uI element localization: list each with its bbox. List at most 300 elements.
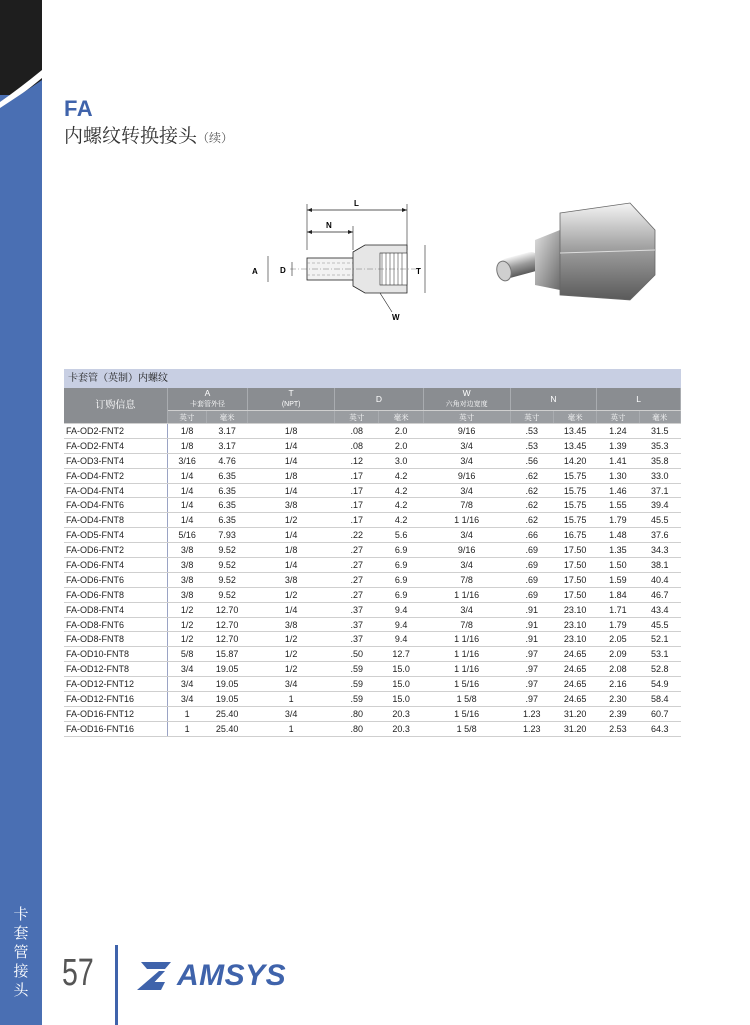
table-cell: 15.75 (553, 513, 596, 528)
unit-mm: 毫米 (379, 411, 423, 424)
sidebar-char: 头 (13, 981, 29, 999)
col-W-label: W (462, 388, 471, 398)
table-cell: 24.65 (553, 662, 596, 677)
order-code-cell: FA-OD4-FNT2 (64, 468, 167, 483)
table-cell: 35.3 (639, 438, 680, 453)
table-cell: 3/8 (167, 543, 206, 558)
table-cell: 19.05 (206, 677, 247, 692)
table-cell: 33.0 (639, 468, 680, 483)
table-cell: 4.2 (379, 468, 423, 483)
table-row (64, 662, 681, 677)
table-cell: 9.52 (206, 572, 247, 587)
unit-mm: 毫米 (639, 411, 680, 424)
table-cell: 7/8 (423, 572, 510, 587)
table-cell: .91 (510, 617, 553, 632)
table-cell: 6.35 (206, 468, 247, 483)
table-cell: 1/8 (248, 543, 335, 558)
table-cell: 1/4 (248, 483, 335, 498)
table-cell: 3/16 (167, 453, 206, 468)
table-cell: 1/4 (248, 528, 335, 543)
table-cell: 7/8 (423, 617, 510, 632)
col-header-order: 订购信息 (64, 388, 167, 424)
table-cell: .69 (510, 543, 553, 558)
table-cell: 6.35 (206, 483, 247, 498)
table-cell: 1 1/16 (423, 647, 510, 662)
table-cell: 15.0 (379, 692, 423, 707)
table-cell: 3/4 (248, 677, 335, 692)
table-cell: 2.30 (597, 692, 639, 707)
order-code-cell: FA-OD4-FNT6 (64, 498, 167, 513)
table-cell: 3/4 (423, 602, 510, 617)
table-cell: 25.40 (206, 706, 247, 721)
table-cell: 17.50 (553, 587, 596, 602)
table-cell: 12.70 (206, 602, 247, 617)
product-code: FA (64, 96, 94, 121)
table-cell: 1.55 (597, 498, 639, 513)
sidebar-char: 接 (13, 962, 29, 980)
table-cell: 3/4 (423, 453, 510, 468)
table-cell: 1/8 (248, 468, 335, 483)
table-cell: 25.40 (206, 721, 247, 736)
table-row (64, 453, 681, 468)
table-cell: 45.5 (639, 617, 680, 632)
table-cell: 6.35 (206, 513, 247, 528)
sidebar-band (0, 0, 42, 1025)
table-cell: .80 (335, 721, 379, 736)
table-cell: 34.3 (639, 543, 680, 558)
table-cell: .17 (335, 498, 379, 513)
table-cell: 37.6 (639, 528, 680, 543)
table-row (64, 721, 681, 736)
dim-label-D: D (280, 266, 286, 275)
table-cell: .37 (335, 617, 379, 632)
table-cell: .59 (335, 677, 379, 692)
table-cell: 2.08 (597, 662, 639, 677)
table-cell: 1/2 (167, 632, 206, 647)
table-cell: 1.41 (597, 453, 639, 468)
unit-inch: 英寸 (335, 411, 379, 424)
table-cell: 1 (248, 692, 335, 707)
table-cell: 31.20 (553, 721, 596, 736)
table-cell: 9.4 (379, 602, 423, 617)
table-row (64, 498, 681, 513)
table-cell: 20.3 (379, 721, 423, 736)
dim-label-L: L (354, 199, 359, 208)
table-cell: 1/4 (248, 453, 335, 468)
table-section-title: 卡套管（英制）内螺纹 (64, 369, 681, 388)
table-cell: 12.7 (379, 647, 423, 662)
order-code-cell: FA-OD4-FNT4 (64, 483, 167, 498)
table-cell: 3/4 (423, 558, 510, 573)
table-cell: 1.79 (597, 513, 639, 528)
table-cell: .37 (335, 632, 379, 647)
table-cell: 2.05 (597, 632, 639, 647)
table-cell: 45.5 (639, 513, 680, 528)
table-cell: 3/4 (423, 483, 510, 498)
col-A-sub: 卡套管外径 (190, 401, 226, 408)
table-cell: 1/8 (167, 438, 206, 453)
col-header-N: N (510, 388, 597, 411)
table-cell: 4.2 (379, 483, 423, 498)
table-cell: .62 (510, 498, 553, 513)
table-cell: 1.46 (597, 483, 639, 498)
table-cell: 9.52 (206, 543, 247, 558)
table-cell: 1 (167, 721, 206, 736)
dim-label-A: A (252, 267, 258, 276)
table-cell: .69 (510, 558, 553, 573)
table-cell: 1/2 (167, 602, 206, 617)
table-cell: 1/2 (248, 647, 335, 662)
table-cell: .08 (335, 438, 379, 453)
table-cell: 14.20 (553, 453, 596, 468)
table-cell: 2.09 (597, 647, 639, 662)
table-cell: 37.1 (639, 483, 680, 498)
order-code-cell: FA-OD12-FNT16 (64, 692, 167, 707)
table-cell: 1/2 (248, 632, 335, 647)
table-cell: 1.23 (510, 721, 553, 736)
table-cell: 3/8 (248, 617, 335, 632)
table-row (64, 587, 681, 602)
sidebar-swoosh (0, 70, 42, 110)
table-cell: 7.93 (206, 528, 247, 543)
table-cell: 6.9 (379, 572, 423, 587)
table-cell: 15.0 (379, 662, 423, 677)
table-cell: 1.23 (510, 706, 553, 721)
order-code-cell: FA-OD4-FNT8 (64, 513, 167, 528)
table-cell: .62 (510, 468, 553, 483)
table-cell: 12.70 (206, 617, 247, 632)
table-cell: 1/4 (167, 483, 206, 498)
table-row (64, 513, 681, 528)
col-header-A (167, 388, 248, 411)
table-cell: 2.53 (597, 721, 639, 736)
table-cell: 7/8 (423, 498, 510, 513)
table-cell: 1 5/8 (423, 692, 510, 707)
table-cell: 13.45 (553, 438, 596, 453)
table-cell: .59 (335, 692, 379, 707)
table-cell: 1/2 (248, 587, 335, 602)
table-cell: 17.50 (553, 543, 596, 558)
table-row (64, 706, 681, 721)
table-cell: .91 (510, 602, 553, 617)
table-cell: 1 5/16 (423, 706, 510, 721)
table-cell: 3/8 (167, 558, 206, 573)
table-cell: 1.79 (597, 617, 639, 632)
table-cell: 1/4 (167, 498, 206, 513)
dim-label-N: N (326, 221, 332, 230)
table-cell: 6.9 (379, 543, 423, 558)
table-cell: 23.10 (553, 632, 596, 647)
table-cell: 1/4 (167, 468, 206, 483)
page-number: 57 (62, 952, 94, 994)
spec-table (64, 388, 681, 737)
table-cell: .17 (335, 483, 379, 498)
order-code-cell: FA-OD16-FNT12 (64, 706, 167, 721)
table-cell: 4.76 (206, 453, 247, 468)
table-cell: 2.39 (597, 706, 639, 721)
unit-blank (248, 411, 335, 424)
table-cell: 17.50 (553, 572, 596, 587)
unit-inch: 英寸 (423, 411, 510, 424)
technical-drawing (240, 190, 440, 330)
table-cell: 1/8 (167, 424, 206, 439)
table-cell: .17 (335, 468, 379, 483)
table-cell: 3/8 (167, 587, 206, 602)
order-code-cell: FA-OD16-FNT16 (64, 721, 167, 736)
unit-inch: 英寸 (597, 411, 639, 424)
table-cell: 1/2 (248, 513, 335, 528)
table-cell: .97 (510, 692, 553, 707)
order-code-cell: FA-OD10-FNT8 (64, 647, 167, 662)
table-row (64, 632, 681, 647)
col-header-T (248, 388, 335, 411)
table-row (64, 438, 681, 453)
table-cell: 1.24 (597, 424, 639, 439)
table-row (64, 424, 681, 439)
footer-divider (115, 945, 118, 1025)
table-cell: 6.9 (379, 587, 423, 602)
table-cell: 52.1 (639, 632, 680, 647)
table-cell: 3/4 (167, 662, 206, 677)
table-cell: .66 (510, 528, 553, 543)
table-cell: .80 (335, 706, 379, 721)
table-cell: .97 (510, 662, 553, 677)
table-cell: 1 1/16 (423, 587, 510, 602)
unit-mm: 毫米 (553, 411, 596, 424)
table-cell: 6.35 (206, 498, 247, 513)
order-code-cell: FA-OD12-FNT12 (64, 677, 167, 692)
table-cell: .91 (510, 632, 553, 647)
col-header-L: L (597, 388, 681, 411)
table-cell: 31.5 (639, 424, 680, 439)
table-cell: 2.16 (597, 677, 639, 692)
dim-label-W: W (392, 313, 400, 322)
table-cell: 4.2 (379, 513, 423, 528)
table-cell: 15.75 (553, 483, 596, 498)
table-cell: .56 (510, 453, 553, 468)
unit-inch: 英寸 (510, 411, 553, 424)
unit-mm: 毫米 (206, 411, 247, 424)
table-cell: 23.10 (553, 602, 596, 617)
sidebar-char: 卡 (13, 905, 29, 923)
table-cell: 9.4 (379, 617, 423, 632)
table-cell: 15.75 (553, 498, 596, 513)
table-cell: .37 (335, 602, 379, 617)
table-cell: .62 (510, 513, 553, 528)
table-cell: 15.87 (206, 647, 247, 662)
table-row (64, 483, 681, 498)
brand-logo-mark (135, 960, 173, 992)
title-suffix: （续） (197, 131, 234, 145)
table-cell: 38.1 (639, 558, 680, 573)
table-cell: 23.10 (553, 617, 596, 632)
table-cell: 1/4 (167, 513, 206, 528)
table-cell: 15.75 (553, 468, 596, 483)
table-cell: 9.4 (379, 632, 423, 647)
table-cell: .27 (335, 543, 379, 558)
brand-logo (135, 958, 286, 994)
table-cell: 1 1/16 (423, 513, 510, 528)
dim-label-T: T (416, 267, 421, 276)
table-cell: 19.05 (206, 692, 247, 707)
col-header-W (423, 388, 510, 411)
order-code-cell: FA-OD8-FNT6 (64, 617, 167, 632)
table-cell: 1/4 (248, 558, 335, 573)
table-cell: 9/16 (423, 543, 510, 558)
table-cell: 3/4 (167, 677, 206, 692)
table-cell: 3/8 (167, 572, 206, 587)
table-cell: 3.0 (379, 453, 423, 468)
table-cell: .97 (510, 647, 553, 662)
table-row (64, 572, 681, 587)
table-cell: 1/2 (167, 617, 206, 632)
table-cell: 1.35 (597, 543, 639, 558)
order-code-cell: FA-OD3-FNT4 (64, 453, 167, 468)
table-cell: 17.50 (553, 558, 596, 573)
spec-table-container (64, 369, 681, 737)
order-code-cell: FA-OD2-FNT4 (64, 438, 167, 453)
table-cell: 3.17 (206, 424, 247, 439)
sidebar-char: 套 (13, 924, 29, 942)
table-row (64, 528, 681, 543)
table-cell: 1.30 (597, 468, 639, 483)
table-cell: 1.50 (597, 558, 639, 573)
table-cell: 60.7 (639, 706, 680, 721)
sidebar-vertical-text (0, 905, 42, 1000)
table-cell: 2.0 (379, 424, 423, 439)
table-cell: 12.70 (206, 632, 247, 647)
table-cell: 1 1/16 (423, 632, 510, 647)
table-cell: .62 (510, 483, 553, 498)
table-cell: 15.0 (379, 677, 423, 692)
table-cell: 9.52 (206, 587, 247, 602)
col-A-label: A (204, 388, 211, 398)
spec-table-body (64, 424, 681, 737)
order-code-cell: FA-OD6-FNT8 (64, 587, 167, 602)
table-row (64, 692, 681, 707)
order-code-cell: FA-OD8-FNT8 (64, 632, 167, 647)
table-row (64, 468, 681, 483)
col-W-sub: 六角对边宽度 (445, 401, 488, 408)
col-T-label: T (288, 388, 294, 398)
table-cell: 58.4 (639, 692, 680, 707)
table-cell: .27 (335, 587, 379, 602)
table-cell: 1 5/8 (423, 721, 510, 736)
table-cell: 24.65 (553, 692, 596, 707)
table-cell: 1 (167, 706, 206, 721)
table-cell: 3/4 (423, 438, 510, 453)
table-cell: 9.52 (206, 558, 247, 573)
table-cell: 2.0 (379, 438, 423, 453)
table-cell: 1/4 (248, 602, 335, 617)
table-cell: 1.59 (597, 572, 639, 587)
table-cell: .97 (510, 677, 553, 692)
table-cell: .08 (335, 424, 379, 439)
table-cell: 24.65 (553, 647, 596, 662)
table-cell: 6.9 (379, 558, 423, 573)
table-cell: 16.75 (553, 528, 596, 543)
table-cell: 9/16 (423, 468, 510, 483)
table-row (64, 602, 681, 617)
order-code-cell: FA-OD6-FNT4 (64, 558, 167, 573)
table-row (64, 543, 681, 558)
product-photo (490, 195, 660, 310)
sidebar-char: 管 (13, 943, 29, 961)
table-cell: 5.6 (379, 528, 423, 543)
col-header-D: D (335, 388, 424, 411)
brand-name: AMSYS (177, 959, 287, 992)
order-code-cell: FA-OD5-FNT4 (64, 528, 167, 543)
table-cell: 1.71 (597, 602, 639, 617)
table-cell: .59 (335, 662, 379, 677)
order-code-cell: FA-OD2-FNT2 (64, 424, 167, 439)
table-cell: 19.05 (206, 662, 247, 677)
table-cell: .17 (335, 513, 379, 528)
table-cell: .22 (335, 528, 379, 543)
table-cell: 1/4 (248, 438, 335, 453)
table-cell: .53 (510, 438, 553, 453)
table-cell: .12 (335, 453, 379, 468)
table-cell: 1.48 (597, 528, 639, 543)
table-cell: 35.8 (639, 453, 680, 468)
table-cell: 3/4 (167, 692, 206, 707)
order-code-cell: FA-OD6-FNT2 (64, 543, 167, 558)
table-cell: 39.4 (639, 498, 680, 513)
table-cell: 3/4 (423, 528, 510, 543)
table-cell: 5/8 (167, 647, 206, 662)
table-cell: 40.4 (639, 572, 680, 587)
table-cell: 1 (248, 721, 335, 736)
table-cell: 3/8 (248, 498, 335, 513)
title-text: 内螺纹转换接头 (64, 125, 198, 147)
table-cell: 46.7 (639, 587, 680, 602)
table-cell: .53 (510, 424, 553, 439)
table-row (64, 647, 681, 662)
table-cell: 13.45 (553, 424, 596, 439)
table-cell: 4.2 (379, 498, 423, 513)
table-cell: 1.39 (597, 438, 639, 453)
table-cell: 64.3 (639, 721, 680, 736)
order-code-cell: FA-OD6-FNT6 (64, 572, 167, 587)
table-cell: 43.4 (639, 602, 680, 617)
table-cell: .69 (510, 572, 553, 587)
table-row (64, 558, 681, 573)
table-cell: 3/8 (248, 572, 335, 587)
table-cell: .50 (335, 647, 379, 662)
col-T-sub: (NPT) (281, 401, 301, 408)
table-row (64, 617, 681, 632)
table-cell: 1/8 (248, 424, 335, 439)
table-cell: 20.3 (379, 706, 423, 721)
table-cell: 53.1 (639, 647, 680, 662)
table-cell: .27 (335, 572, 379, 587)
table-cell: 1 1/16 (423, 662, 510, 677)
table-cell: 1/2 (248, 662, 335, 677)
table-row (64, 677, 681, 692)
table-cell: 5/16 (167, 528, 206, 543)
table-cell: 54.9 (639, 677, 680, 692)
order-code-cell: FA-OD12-FNT8 (64, 662, 167, 677)
table-cell: 1.84 (597, 587, 639, 602)
unit-inch: 英寸 (167, 411, 206, 424)
table-cell: .69 (510, 587, 553, 602)
table-cell: 31.20 (553, 706, 596, 721)
table-cell: 1 5/16 (423, 677, 510, 692)
table-cell: 3.17 (206, 438, 247, 453)
table-cell: 52.8 (639, 662, 680, 677)
table-cell: .27 (335, 558, 379, 573)
table-cell: 3/4 (248, 706, 335, 721)
